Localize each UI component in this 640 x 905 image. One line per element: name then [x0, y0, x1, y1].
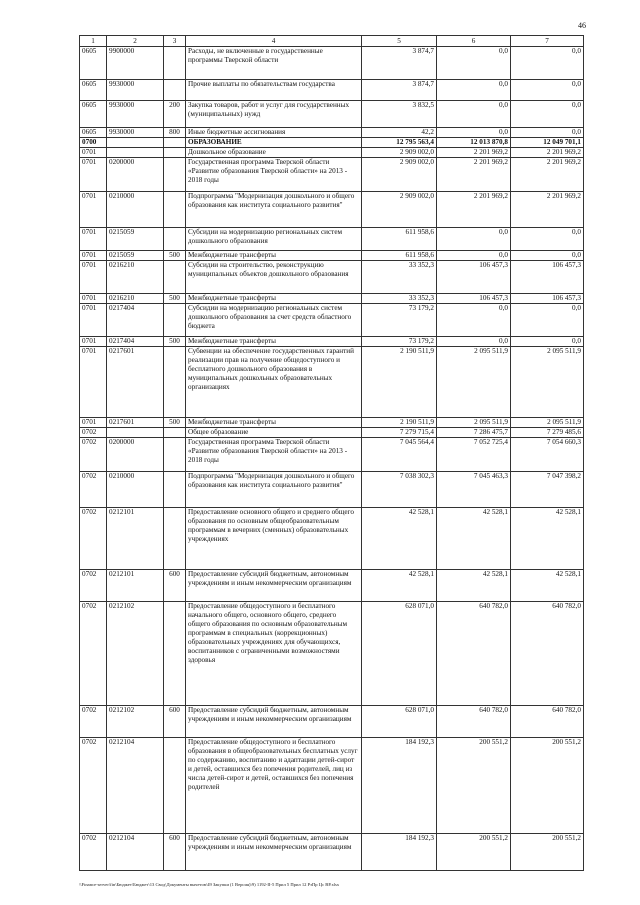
- table-row: [80, 834, 584, 871]
- row-target-article: 0215059: [107, 251, 164, 261]
- row-expense-type: 800: [164, 128, 186, 138]
- row-expense-type: 600: [164, 706, 186, 738]
- row-value-col7: 0,0: [511, 304, 584, 337]
- row-value-col7: 2 201 969,2: [511, 192, 584, 228]
- row-value-col7: 0,0: [511, 337, 584, 347]
- row-value-col7: 640 782,0: [511, 602, 584, 706]
- row-value-col7: 0,0: [511, 80, 584, 101]
- row-name: Межбюджетные трансферты: [186, 418, 362, 428]
- row-value-col7: 2 201 969,2: [511, 158, 584, 192]
- row-section-code: 0702: [80, 738, 107, 834]
- table-row: [80, 706, 584, 738]
- table-row: [80, 47, 584, 80]
- row-expense-type: [164, 347, 186, 418]
- row-value-col6: 0,0: [437, 80, 511, 101]
- row-value-col6: 7 045 463,3: [437, 472, 511, 508]
- page-number: 46: [578, 21, 586, 30]
- row-section-code: 0701: [80, 192, 107, 228]
- row-value-col7: 640 782,0: [511, 706, 584, 738]
- row-target-article: 0200000: [107, 438, 164, 472]
- row-value-col6: 0,0: [437, 128, 511, 138]
- row-target-article: 0212101: [107, 508, 164, 570]
- row-value-col7: 106 457,3: [511, 294, 584, 304]
- row-value-col5: 73 179,2: [362, 304, 437, 337]
- row-value-col5: 2 909 002,0: [362, 192, 437, 228]
- row-target-article: 0210000: [107, 472, 164, 508]
- row-value-col5: 7 279 715,4: [362, 428, 437, 438]
- row-target-article: 9930000: [107, 80, 164, 101]
- table-row: [80, 738, 584, 834]
- row-expense-type: [164, 192, 186, 228]
- row-value-col6: 0,0: [437, 251, 511, 261]
- row-value-col5: 3 832,5: [362, 101, 437, 128]
- header-col-4: 4: [186, 36, 362, 47]
- row-value-col5: 42 528,1: [362, 508, 437, 570]
- row-name: Предоставление общедоступного и бесплатного начального общего, основного общего, среднего общего образования по основным образовательным программам в специальных (коррекционных) образовательных учреждениях для обучающихся, воспитанников с ограниченными возможностями здоровья: [186, 602, 362, 706]
- row-value-col5: 2 190 511,9: [362, 347, 437, 418]
- table-row: [80, 192, 584, 228]
- row-value-col5: 42,2: [362, 128, 437, 138]
- table-row: [80, 294, 584, 304]
- row-value-col5: 2 190 511,9: [362, 418, 437, 428]
- row-section-code: 0702: [80, 428, 107, 438]
- row-name: Подпрограмма "Модернизация дошкольного и общего образования как института социального развития": [186, 472, 362, 508]
- row-target-article: 0217404: [107, 304, 164, 337]
- column-number-header: [80, 36, 584, 47]
- row-value-col6: 2 201 969,2: [437, 158, 511, 192]
- row-name: Межбюджетные трансферты: [186, 251, 362, 261]
- row-section-code: 0701: [80, 418, 107, 428]
- row-value-col6: 640 782,0: [437, 706, 511, 738]
- row-name: Предоставление субсидий бюджетным, автономным учреждениям и иным некоммерческим организациям: [186, 834, 362, 871]
- row-value-col5: 2 909 002,0: [362, 158, 437, 192]
- row-value-col6: 0,0: [437, 228, 511, 251]
- header-col-6: 6: [437, 36, 511, 47]
- row-value-col5: 3 874,7: [362, 80, 437, 101]
- row-value-col6: 200 551,2: [437, 834, 511, 871]
- table-row: [80, 438, 584, 472]
- row-expense-type: 600: [164, 834, 186, 871]
- table-row: [80, 138, 584, 148]
- row-value-col6: 12 013 870,8: [437, 138, 511, 148]
- row-value-col7: 200 551,2: [511, 834, 584, 871]
- table-row: [80, 570, 584, 602]
- row-value-col5: 184 192,3: [362, 834, 437, 871]
- row-target-article: [107, 428, 164, 438]
- row-name: Общее образование: [186, 428, 362, 438]
- table-row: [80, 261, 584, 294]
- row-expense-type: [164, 508, 186, 570]
- row-value-col7: 42 528,1: [511, 570, 584, 602]
- row-name: Субсидии на модернизацию региональных систем дошкольного образования: [186, 228, 362, 251]
- row-expense-type: [164, 261, 186, 294]
- table-row: [80, 472, 584, 508]
- header-col-3: 3: [164, 36, 186, 47]
- row-section-code: 0702: [80, 706, 107, 738]
- table-row: [80, 251, 584, 261]
- row-name: Субсидии на модернизацию региональных систем дошкольного образования за счет средств областного бюджета: [186, 304, 362, 337]
- table-row: [80, 337, 584, 347]
- row-target-article: 0217601: [107, 418, 164, 428]
- row-value-col5: 7 038 302,3: [362, 472, 437, 508]
- row-value-col6: 200 551,2: [437, 738, 511, 834]
- row-section-code: 0702: [80, 472, 107, 508]
- row-section-code: 0701: [80, 347, 107, 418]
- row-name: ОБРАЗОВАНИЕ: [186, 138, 362, 148]
- row-expense-type: [164, 80, 186, 101]
- row-target-article: 9900000: [107, 47, 164, 80]
- row-value-col7: 2 201 969,2: [511, 148, 584, 158]
- row-value-col5: 611 958,6: [362, 228, 437, 251]
- header-col-2: 2: [107, 36, 164, 47]
- row-section-code: 0701: [80, 148, 107, 158]
- row-name: Предоставление общедоступного и бесплатного образования в общеобразовательных бесплатных услуг по содержанию, воспитанию и адаптации детей-сирот и детей, оставшихся без попечения родителей, лиц из числа детей-сирот и детей, оставшихся без попечения родителей: [186, 738, 362, 834]
- row-name: Субвенции на обеспечение государственных гарантий реализации прав на получение общедоступного и бесплатного дошкольного образования в муниципальных дошкольных образовательных организациях: [186, 347, 362, 418]
- row-target-article: 0200000: [107, 158, 164, 192]
- row-value-col6: 2 095 511,9: [437, 347, 511, 418]
- row-value-col6: 42 528,1: [437, 508, 511, 570]
- row-expense-type: 500: [164, 337, 186, 347]
- row-section-code: 0702: [80, 570, 107, 602]
- file-path-footer: \\Finance-server\fin\Бюджет\Бюджет\13 Свод\Документы вычетов\49 Закупки (1 Версия)\9) 1192-II-5 Прил 5 Прил 12 РзПр Цс ВР.xlsx: [79, 882, 340, 887]
- header-col-5: 5: [362, 36, 437, 47]
- row-value-col6: 106 457,3: [437, 294, 511, 304]
- row-name: Подпрограмма "Модернизация дошкольного и общего образования как института социального развития": [186, 192, 362, 228]
- table-row: [80, 428, 584, 438]
- row-value-col6: 0,0: [437, 304, 511, 337]
- row-value-col7: 42 528,1: [511, 508, 584, 570]
- row-name: Межбюджетные трансферты: [186, 337, 362, 347]
- row-expense-type: [164, 738, 186, 834]
- table-row: [80, 418, 584, 428]
- row-value-col7: 200 551,2: [511, 738, 584, 834]
- row-expense-type: 600: [164, 570, 186, 602]
- row-target-article: 0212101: [107, 570, 164, 602]
- row-target-article: 9930000: [107, 101, 164, 128]
- row-expense-type: [164, 228, 186, 251]
- budget-table-container: [79, 35, 583, 871]
- row-name: Государственная программа Тверской области «Развитие образования Тверской области» на 2013 - 2018 годы: [186, 438, 362, 472]
- row-expense-type: [164, 602, 186, 706]
- row-value-col6: 7 052 725,4: [437, 438, 511, 472]
- row-value-col6: 2 201 969,2: [437, 148, 511, 158]
- row-value-col5: 12 795 563,4: [362, 138, 437, 148]
- row-expense-type: 500: [164, 251, 186, 261]
- row-name: Прочие выплаты по обязательствам государства: [186, 80, 362, 101]
- row-value-col5: 628 071,0: [362, 706, 437, 738]
- row-expense-type: [164, 438, 186, 472]
- row-value-col5: 2 909 002,0: [362, 148, 437, 158]
- row-name: Предоставление субсидий бюджетным, автономным учреждениям и иным некоммерческим организациям: [186, 570, 362, 602]
- row-value-col7: 106 457,3: [511, 261, 584, 294]
- row-name: Закупка товаров, работ и услуг для государственных (муниципальных) нужд: [186, 101, 362, 128]
- row-value-col7: 12 049 701,1: [511, 138, 584, 148]
- row-target-article: [107, 138, 164, 148]
- row-name: Расходы, не включенные в государственные программы Тверской области: [186, 47, 362, 80]
- table-row: [80, 347, 584, 418]
- row-section-code: 0700: [80, 138, 107, 148]
- row-expense-type: 500: [164, 418, 186, 428]
- row-value-col7: 0,0: [511, 101, 584, 128]
- row-value-col6: 2 201 969,2: [437, 192, 511, 228]
- row-value-col6: 42 528,1: [437, 570, 511, 602]
- row-target-article: 0212104: [107, 834, 164, 871]
- row-section-code: 0605: [80, 47, 107, 80]
- row-value-col5: 628 071,0: [362, 602, 437, 706]
- row-expense-type: 200: [164, 101, 186, 128]
- row-expense-type: [164, 138, 186, 148]
- row-value-col7: 7 054 660,3: [511, 438, 584, 472]
- header-col-7: 7: [511, 36, 584, 47]
- row-target-article: 0216210: [107, 294, 164, 304]
- row-target-article: 0216210: [107, 261, 164, 294]
- header-col-1: 1: [80, 36, 107, 47]
- table-row: [80, 128, 584, 138]
- row-value-col7: 7 279 485,6: [511, 428, 584, 438]
- table-row: [80, 228, 584, 251]
- row-name: Предоставление основного общего и среднего общего образования по основным общеобразовательным программам в вечерних (сменных) образовательных учреждениях: [186, 508, 362, 570]
- row-value-col6: 0,0: [437, 101, 511, 128]
- row-section-code: 0701: [80, 158, 107, 192]
- row-expense-type: 500: [164, 294, 186, 304]
- row-value-col7: 0,0: [511, 251, 584, 261]
- row-section-code: 0701: [80, 251, 107, 261]
- row-value-col5: 3 874,7: [362, 47, 437, 80]
- row-target-article: 0212104: [107, 738, 164, 834]
- row-section-code: 0701: [80, 304, 107, 337]
- row-name: Иные бюджетные ассигнования: [186, 128, 362, 138]
- row-section-code: 0701: [80, 228, 107, 251]
- row-value-col5: 33 352,3: [362, 261, 437, 294]
- table-row: [80, 101, 584, 128]
- row-value-col6: 2 095 511,9: [437, 418, 511, 428]
- row-section-code: 0605: [80, 80, 107, 101]
- table-row: [80, 304, 584, 337]
- row-section-code: 0701: [80, 294, 107, 304]
- table-row: [80, 148, 584, 158]
- row-target-article: 0217404: [107, 337, 164, 347]
- row-value-col5: 184 192,3: [362, 738, 437, 834]
- table-row: [80, 158, 584, 192]
- row-section-code: 0701: [80, 337, 107, 347]
- row-target-article: 9930000: [107, 128, 164, 138]
- row-expense-type: [164, 148, 186, 158]
- row-target-article: 0215059: [107, 228, 164, 251]
- row-section-code: 0605: [80, 128, 107, 138]
- row-value-col7: 2 095 511,9: [511, 347, 584, 418]
- row-name: Дошкольное образование: [186, 148, 362, 158]
- row-name: Межбюджетные трансферты: [186, 294, 362, 304]
- row-target-article: 0210000: [107, 192, 164, 228]
- row-value-col5: 42 528,1: [362, 570, 437, 602]
- row-name: Государственная программа Тверской области «Развитие образования Тверской области» на 2013 - 2018 годы: [186, 158, 362, 192]
- table-row: [80, 602, 584, 706]
- table-row: [80, 80, 584, 101]
- row-value-col7: 0,0: [511, 47, 584, 80]
- row-value-col6: 0,0: [437, 337, 511, 347]
- row-section-code: 0702: [80, 602, 107, 706]
- row-expense-type: [164, 47, 186, 80]
- row-value-col5: 611 958,6: [362, 251, 437, 261]
- row-expense-type: [164, 472, 186, 508]
- row-target-article: 0212102: [107, 602, 164, 706]
- row-section-code: 0701: [80, 261, 107, 294]
- row-target-article: [107, 148, 164, 158]
- row-value-col5: 33 352,3: [362, 294, 437, 304]
- row-value-col5: 7 045 564,4: [362, 438, 437, 472]
- row-expense-type: [164, 158, 186, 192]
- row-name: Предоставление субсидий бюджетным, автономным учреждениям и иным некоммерческим организациям: [186, 706, 362, 738]
- row-value-col7: 7 047 398,2: [511, 472, 584, 508]
- row-value-col6: 7 286 475,7: [437, 428, 511, 438]
- budget-table: [79, 35, 584, 871]
- row-value-col6: 0,0: [437, 47, 511, 80]
- row-section-code: 0605: [80, 101, 107, 128]
- table-row: [80, 508, 584, 570]
- row-value-col7: 0,0: [511, 228, 584, 251]
- row-expense-type: [164, 304, 186, 337]
- row-section-code: 0702: [80, 508, 107, 570]
- row-value-col7: 2 095 511,9: [511, 418, 584, 428]
- row-target-article: 0212102: [107, 706, 164, 738]
- row-value-col6: 106 457,3: [437, 261, 511, 294]
- row-section-code: 0702: [80, 834, 107, 871]
- row-value-col5: 73 179,2: [362, 337, 437, 347]
- row-section-code: 0702: [80, 438, 107, 472]
- row-target-article: 0217601: [107, 347, 164, 418]
- row-value-col7: 0,0: [511, 128, 584, 138]
- row-value-col6: 640 782,0: [437, 602, 511, 706]
- row-name: Субсидии на строительство, реконструкцию муниципальных объектов дошкольного образования: [186, 261, 362, 294]
- row-expense-type: [164, 428, 186, 438]
